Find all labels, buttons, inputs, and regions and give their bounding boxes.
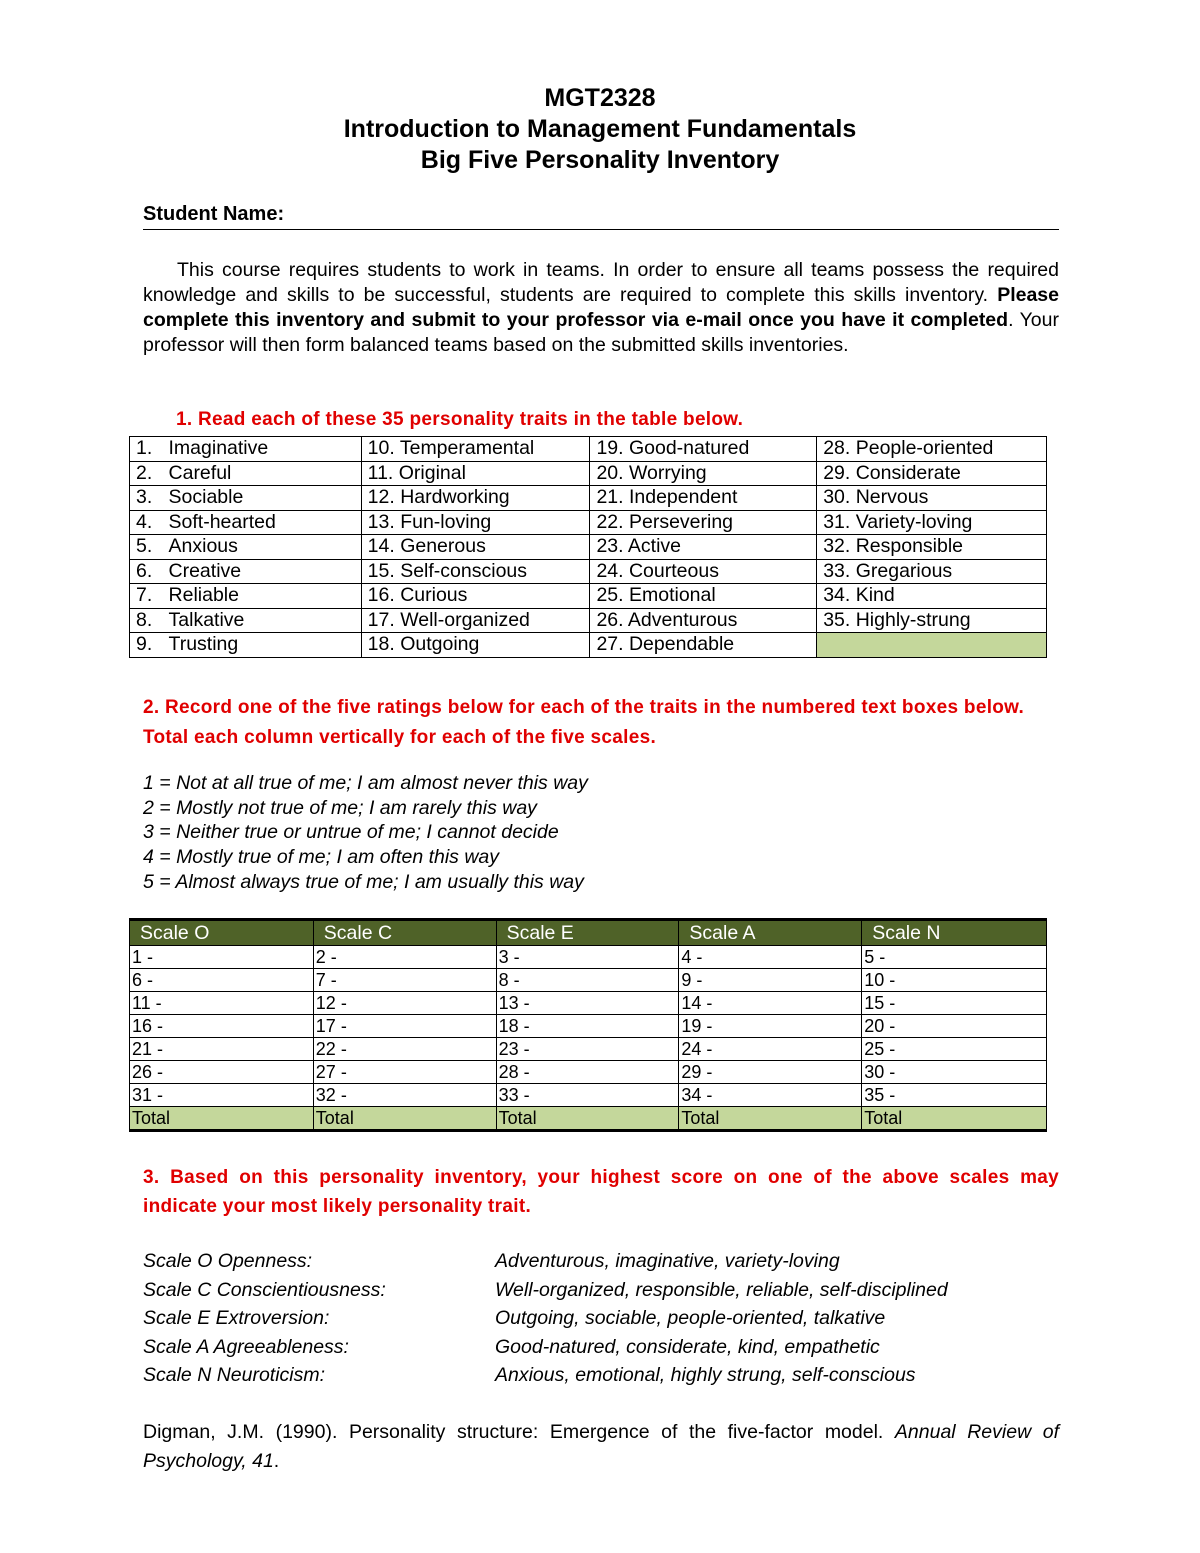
rating-item: 5 = Almost always true of me; I am usually this way [143, 870, 584, 893]
scales-table [129, 918, 1047, 1132]
rating-item: 4 = Mostly true of me; I am often this way [143, 846, 500, 869]
intro-text-end: . Your professor will then form balanced teams based on the submitted skills inventories. [143, 309, 1059, 356]
score-input-cell[interactable]: 22 - [313, 1038, 496, 1061]
score-input-cell[interactable]: 2 - [313, 946, 496, 969]
definition-scale: Scale N Neuroticism: [143, 1364, 326, 1386]
scale-header: Scale E [496, 920, 679, 946]
reference-end: . [273, 1450, 280, 1472]
scale-row [130, 992, 1047, 1015]
trait-cell: 8. Talkative [130, 608, 362, 633]
rating-scale-list [143, 771, 588, 895]
score-input-cell[interactable]: 10 - [862, 969, 1047, 992]
reference-text: Digman, J.M. (1990). Personality structure: Emergence of the five-factor model. [143, 1421, 884, 1443]
scale-row [130, 1084, 1047, 1107]
trait-row [130, 584, 1047, 609]
score-input-cell[interactable]: 5 - [862, 946, 1047, 969]
course-code: MGT2328 [544, 84, 656, 112]
score-input-cell[interactable]: 8 - [496, 969, 679, 992]
trait-row [130, 486, 1047, 511]
total-row [130, 1107, 1047, 1131]
score-input-cell[interactable]: 25 - [862, 1038, 1047, 1061]
trait-cell: 15. Self-conscious [361, 559, 590, 584]
score-input-cell[interactable]: 29 - [679, 1061, 862, 1084]
score-input-cell[interactable]: 16 - [130, 1015, 314, 1038]
trait-cell: 34. Kind [817, 584, 1047, 609]
definition-row [143, 1361, 948, 1390]
definition-row [143, 1276, 948, 1305]
trait-cell: 33. Gregarious [817, 559, 1047, 584]
score-input-cell[interactable]: 11 - [130, 992, 314, 1015]
trait-cell: 18. Outgoing [361, 633, 590, 658]
trait-cell: 2. Careful [130, 461, 362, 486]
rating-item: 1 = Not at all true of me; I am almost never this way [143, 772, 588, 794]
trait-cell: 3. Sociable [130, 486, 362, 511]
trait-cell: 4. Soft-hearted [130, 510, 362, 535]
reference [143, 1418, 1059, 1476]
score-input-cell[interactable]: 26 - [130, 1061, 314, 1084]
scale-row [130, 1038, 1047, 1061]
score-input-cell[interactable]: 27 - [313, 1061, 496, 1084]
score-input-cell[interactable]: 4 - [679, 946, 862, 969]
trait-cell: 30. Nervous [817, 486, 1047, 511]
scale-header: Scale N [862, 920, 1047, 946]
trait-cell: 10. Temperamental [361, 437, 590, 462]
total-cell[interactable]: Total [496, 1107, 679, 1131]
step-3-heading: 3. Based on this personality inventory, your highest score on one of the above scales may indicate your most likely personality trait. [143, 1167, 1059, 1217]
step-2-heading: 2. Record one of the five ratings below for each of the traits in the numbered text boxes below. Total each column vertically for each of the five scales. [143, 697, 1025, 748]
trait-cell: 9. Trusting [130, 633, 362, 658]
total-cell[interactable]: Total [313, 1107, 496, 1131]
definition-traits: Well-organized, responsible, reliable, self-disciplined [495, 1278, 948, 1301]
trait-cell: 24. Courteous [590, 559, 817, 584]
trait-cell: 35. Highly-strung [817, 608, 1047, 633]
trait-cell: 20. Worrying [590, 461, 817, 486]
trait-cell: 22. Persevering [590, 510, 817, 535]
definition-scale: Scale E Extroversion: [143, 1307, 330, 1329]
student-name-line[interactable] [143, 203, 1059, 230]
trait-cell: 32. Responsible [817, 535, 1047, 560]
score-input-cell[interactable]: 28 - [496, 1061, 679, 1084]
definition-row [143, 1247, 948, 1276]
total-cell[interactable]: Total [130, 1107, 314, 1131]
empty-cell [817, 633, 1047, 658]
definition-traits: Adventurous, imaginative, variety-loving [495, 1250, 840, 1272]
score-input-cell[interactable]: 31 - [130, 1084, 314, 1107]
score-input-cell[interactable]: 18 - [496, 1015, 679, 1038]
rating-item: 2 = Mostly not true of me; I am rarely this way [143, 796, 537, 819]
scale-definitions [143, 1247, 948, 1390]
score-input-cell[interactable]: 15 - [862, 992, 1047, 1015]
scale-header: Scale O [130, 920, 314, 946]
score-input-cell[interactable]: 21 - [130, 1038, 314, 1061]
trait-cell: 6. Creative [130, 559, 362, 584]
scale-row [130, 969, 1047, 992]
trait-row [130, 559, 1047, 584]
trait-cell: 17. Well-organized [361, 608, 590, 633]
score-input-cell[interactable]: 7 - [313, 969, 496, 992]
trait-cell: 29. Considerate [817, 461, 1047, 486]
scale-row [130, 1015, 1047, 1038]
trait-row [130, 608, 1047, 633]
definition-row [143, 1304, 948, 1333]
student-name-label: Student Name: [143, 203, 285, 225]
definition-traits: Good-natured, considerate, kind, empathetic [495, 1335, 880, 1358]
scale-header: Scale A [679, 920, 862, 946]
total-cell[interactable]: Total [862, 1107, 1047, 1131]
score-input-cell[interactable]: 6 - [130, 969, 314, 992]
course-title: Introduction to Management Fundamentals [343, 115, 857, 143]
trait-cell: 5. Anxious [130, 535, 362, 560]
scale-row [130, 946, 1047, 969]
score-input-cell[interactable]: 14 - [679, 992, 862, 1015]
score-input-cell[interactable]: 33 - [496, 1084, 679, 1107]
trait-cell: 23. Active [590, 535, 817, 560]
definition-scale: Scale C Conscientiousness: [143, 1278, 386, 1301]
rating-item: 3 = Neither true or untrue of me; I cannot decide [143, 821, 559, 844]
total-cell[interactable]: Total [679, 1107, 862, 1131]
score-input-cell[interactable]: 17 - [313, 1015, 496, 1038]
trait-cell: 14. Generous [361, 535, 590, 560]
trait-cell: 28. People-oriented [817, 437, 1047, 462]
traits-table [129, 436, 1047, 658]
score-input-cell[interactable]: 12 - [313, 992, 496, 1015]
score-input-cell[interactable]: 34 - [679, 1084, 862, 1107]
document-title: Big Five Personality Inventory [420, 146, 780, 174]
score-input-cell[interactable]: 19 - [679, 1015, 862, 1038]
score-input-cell[interactable]: 24 - [679, 1038, 862, 1061]
score-input-cell[interactable]: 3 - [496, 946, 679, 969]
score-input-cell[interactable]: 9 - [679, 969, 862, 992]
definition-traits: Outgoing, sociable, people-oriented, talkative [495, 1307, 886, 1329]
step-1-heading: 1. Read each of these 35 personality traits in the table below. [176, 409, 744, 430]
trait-cell: 19. Good-natured [590, 437, 817, 462]
score-input-cell[interactable]: 32 - [313, 1084, 496, 1107]
scale-row [130, 1061, 1047, 1084]
intro-text: This course requires students to work in teams. In order to ensure all teams possess the required knowledge and skills to be successful, students are required to complete this skills inventory. [143, 259, 1059, 306]
score-input-cell[interactable]: 13 - [496, 992, 679, 1015]
definition-scale: Scale O Openness: [143, 1250, 313, 1272]
trait-cell: 25. Emotional [590, 584, 817, 609]
definition-scale: Scale A Agreeableness: [143, 1335, 349, 1358]
trait-cell: 12. Hardworking [361, 486, 590, 511]
intro-instruction: Please complete this inventory and submit to your professor via e-mail once you have it completed [143, 284, 1059, 331]
trait-row [130, 461, 1047, 486]
trait-row [130, 633, 1047, 658]
trait-cell: 21. Independent [590, 486, 817, 511]
intro-paragraph [143, 258, 1059, 358]
trait-cell: 16. Curious [361, 584, 590, 609]
score-input-cell[interactable]: 1 - [130, 946, 314, 969]
trait-cell: 7. Reliable [130, 584, 362, 609]
trait-row [130, 510, 1047, 535]
scale-header: Scale C [313, 920, 496, 946]
reference-journal: Annual Review of Psychology, 41 [143, 1421, 1059, 1472]
trait-cell: 27. Dependable [590, 633, 817, 658]
score-input-cell[interactable]: 23 - [496, 1038, 679, 1061]
score-input-cell[interactable]: 35 - [862, 1084, 1047, 1107]
trait-row [130, 535, 1047, 560]
score-input-cell[interactable]: 20 - [862, 1015, 1047, 1038]
trait-cell: 26. Adventurous [590, 608, 817, 633]
trait-cell: 13. Fun-loving [361, 510, 590, 535]
trait-cell: 31. Variety-loving [817, 510, 1047, 535]
trait-row [130, 437, 1047, 462]
definition-row [143, 1333, 948, 1362]
score-input-cell[interactable]: 30 - [862, 1061, 1047, 1084]
definition-traits: Anxious, emotional, highly strung, self-conscious [495, 1364, 916, 1386]
trait-cell: 11. Original [361, 461, 590, 486]
trait-cell: 1. Imaginative [130, 437, 362, 462]
